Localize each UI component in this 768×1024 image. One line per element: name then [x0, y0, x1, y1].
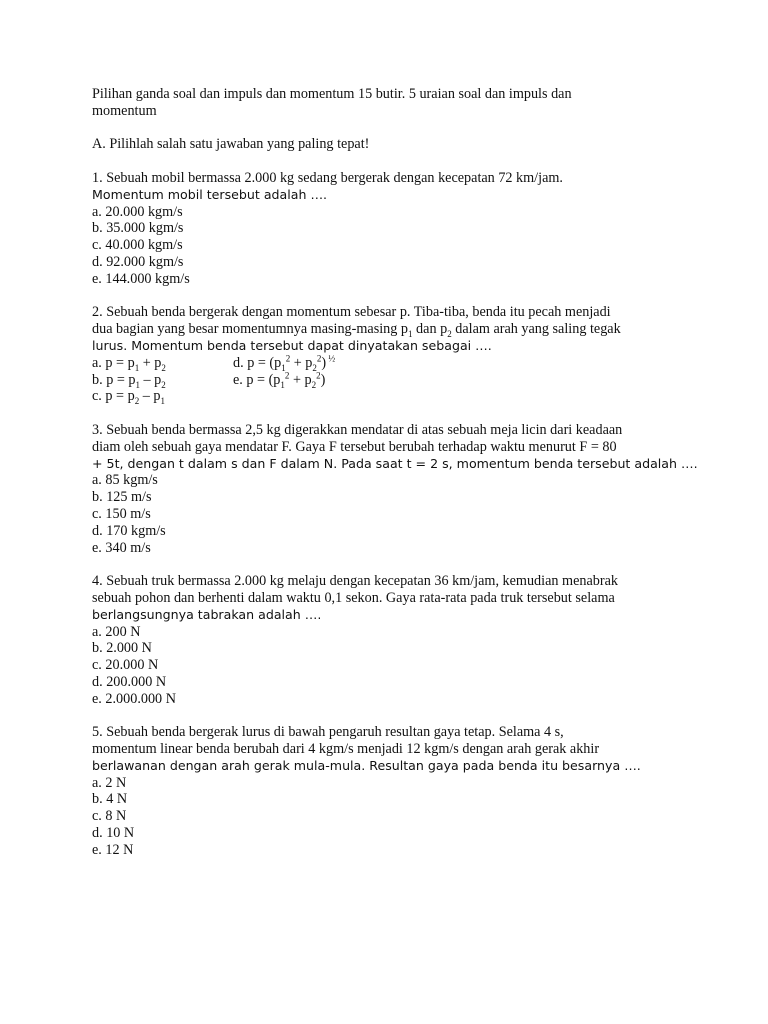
question-5-option-a: a. 2 N [92, 774, 127, 791]
question-1-option-b: b. 35.000 kgm/s [92, 220, 184, 237]
question-4-option-a: a. 200 N [92, 623, 141, 640]
question-5-option-d: d. 10 N [92, 825, 135, 842]
question-1-line-2: Momentum mobil tersebut adalah …. [92, 186, 328, 202]
question-1 [92, 170, 684, 288]
question-4-option-e: e. 2.000.000 N [92, 690, 176, 707]
instruction: A. Pilihlah salah satu jawaban yang paling tepat! [92, 136, 370, 153]
question-3-option-e: e. 340 m/s [92, 539, 151, 556]
question-1-option-d: d. 92.000 kgm/s [92, 253, 184, 270]
question-4-line-2: sebuah pohon dan berhenti dalam waktu 0,1 sekon. Gaya rata-rata pada truk tersebut selama [92, 589, 615, 606]
document-content [92, 86, 698, 859]
question-1-option-a: a. 20.000 kgm/s [92, 203, 183, 220]
question-3-option-d: d. 170 kgm/s [92, 522, 166, 539]
question-5-line-2: momentum linear benda berubah dari 4 kgm/s menjadi 12 kgm/s dengan arah gerak akhir [92, 741, 600, 758]
question-5-option-e: e. 12 N [92, 841, 134, 858]
question-4-option-d: d. 200.000 N [92, 673, 167, 690]
question-3-line-3: + 5t, dengan t dalam s dan F dalam N. Pada saat t = 2 s, momentum benda tersebut adalah …. [92, 455, 698, 471]
question-5-option-c: c. 8 N [92, 808, 127, 825]
question-1-option-e: e. 144.000 kgm/s [92, 270, 190, 287]
question-2-option-c: c. $p = p_2 - p_1$ [92, 388, 165, 407]
doc-title-line-2: momentum [92, 102, 157, 119]
question-2-line-3: lurus. Momentum benda tersebut dapat dinyatakan sebagai …. [92, 337, 492, 353]
question-5 [92, 724, 684, 858]
question-5-line-1: 5. Sebuah benda bergerak lurus di bawah pengaruh resultan gaya tetap. Selama 4 s, [92, 724, 564, 741]
question-4-line-1: 4. Sebuah truk bermassa 2.000 kg melaju dengan kecepatan 36 km/jam, kemudian menabrak [92, 573, 618, 590]
question-4 [92, 573, 684, 707]
question-1-line-1: 1. Sebuah mobil bermassa 2.000 kg sedang bergerak dengan kecepatan 72 km/jam. [92, 169, 563, 186]
question-2-options-row-1 [92, 355, 684, 372]
question-3-option-b: b. 125 m/s [92, 489, 152, 506]
doc-title-line-1: Pilihan ganda soal dan impuls dan momentum 15 butir. 5 uraian soal dan impuls dan [92, 86, 572, 102]
question-5-line-3: berlawanan dengan arah gerak mula-mula. Resultan gaya pada benda itu besarnya …. [92, 757, 641, 773]
question-2-option-b: b. $p = p_1 - p_2$ [92, 371, 166, 390]
question-3-line-1: 3. Sebuah benda bermassa 2,5 kg digerakkan mendatar di atas sebuah meja licin dari keadaan [92, 421, 623, 438]
question-2 [92, 304, 684, 405]
question-1-option-c: c. 40.000 kgm/s [92, 237, 183, 254]
question-3 [92, 421, 698, 556]
question-4-option-b: b. 2.000 N [92, 640, 152, 657]
question-5-option-b: b. 4 N [92, 791, 128, 808]
question-2-option-e: e. $p = (p_1^2 + p_2^2)$ [233, 369, 326, 390]
question-3-line-2: diam oleh sebuah gaya mendatar F. Gaya F tersebut berubah terhadap waktu menurut F = 80 [92, 438, 617, 455]
question-2-option-a: a. $p = p_1 + p_2$ [92, 354, 166, 373]
question-4-line-3: berlangsungnya tabrakan adalah …. [92, 606, 322, 622]
question-2-line-1: 2. Sebuah benda bergerak dengan momentum sebesar p. Tiba-tiba, benda itu pecah menjadi [92, 304, 611, 321]
question-3-option-a: a. 85 kgm/s [92, 472, 158, 489]
question-2-option-d: d. $p = (p_1^2 + p_2^2)$ $^{\frac{1}{2}}$ [233, 353, 336, 373]
question-2-line-2: dua bagian yang besar momentumnya masing-masing $p_1$ dan $p_2$ dalam arah yang saling tegak [92, 321, 621, 339]
question-4-option-c: c. 20.000 N [92, 657, 159, 674]
question-3-option-c: c. 150 m/s [92, 505, 151, 522]
question-2-options-row-2 [92, 369, 684, 390]
